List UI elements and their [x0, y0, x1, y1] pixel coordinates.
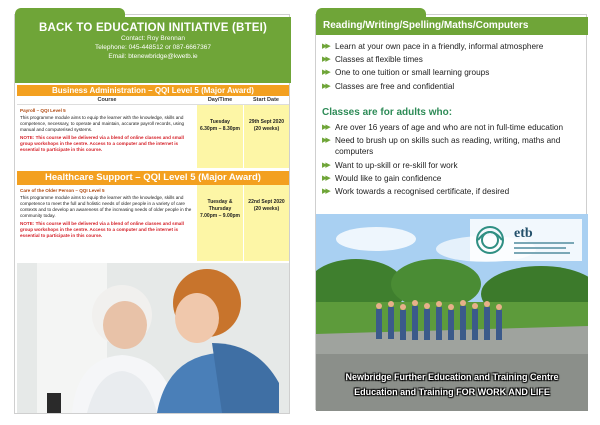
section-title: Business Administration – QQI Level 5 (Major Award): [17, 85, 289, 96]
course-title: Payroll – QQI Level 5: [20, 108, 66, 113]
course-note: NOTE: This course will be delivered via a blend of online classes and small group workshops in the centre. Access to a computer and the internet is essential to participate in this course.: [20, 221, 184, 238]
column-course: Course: [97, 97, 117, 103]
benefits-list: [322, 41, 584, 94]
double-arrow-icon: ▶▶: [322, 188, 329, 196]
course-daytime: [197, 105, 243, 168]
column-start: Start Date: [253, 97, 279, 103]
etb-swirl-icon: [470, 219, 582, 261]
double-arrow-icon: ▶▶: [322, 82, 329, 90]
start-date: 22nd Sept 2020: [248, 199, 285, 205]
list-item: ▶▶ Would like to gain confidence: [322, 173, 442, 183]
course-description: This programme module aims to equip the learner with the knowledge, skills and competence to meet the full and holistic needs of older people in a variety of care contexts and to develop an awareness of the increasing needs of older people in the community today.: [20, 195, 192, 218]
start-date: 29th Sept 2020: [248, 119, 285, 125]
list-item: ▶▶ Classes at flexible times: [322, 55, 423, 65]
course-details: [17, 185, 197, 261]
section-title: Healthcare Support – QQI Level 5 (Major Award): [17, 171, 289, 185]
centre-name: Newbridge Further Education and Training Centre: [345, 372, 559, 382]
etb-wordmark: etb: [514, 226, 533, 241]
business-admin-section: [17, 85, 289, 168]
course-row: [17, 185, 289, 261]
list-item: ▶▶ Are over 16 years of age and who are not in full-time education: [322, 123, 564, 132]
double-arrow-icon: ▶▶: [322, 174, 329, 182]
column-daytime: Day/Time: [207, 97, 233, 103]
list-item: ▶▶ Work towards a recognised certificate, if desired: [322, 187, 510, 197]
course-daytime: [197, 185, 243, 261]
course-description: This programme module aims to equip the learner with the knowledge, skills and competence, necessary, to operate and maintain, accurate payroll records, using manual and computerised systems.: [20, 115, 185, 132]
email-line: Email: btenewbridge@kwetb.ie: [108, 53, 198, 60]
list-item: ▶▶ Need to brush up on skills such as reading, writing, maths and computers: [322, 136, 561, 157]
page-tab: [316, 8, 426, 17]
list-item: ▶▶ One to one tuition or small learning groups: [322, 68, 490, 78]
double-arrow-icon: ▶▶: [322, 161, 329, 169]
course-details: [17, 105, 197, 168]
btei-header: [15, 17, 291, 83]
course-time: 7.00pm – 9.00pm: [199, 213, 241, 219]
subjects-header: Reading/Writing/Spelling/Maths/Computers: [316, 17, 588, 35]
double-arrow-icon: ▶▶: [322, 43, 329, 50]
healthcare-section: [17, 171, 289, 261]
adults-list: [322, 122, 584, 199]
list-item: ▶▶ Classes are free and confidential: [322, 81, 455, 91]
course-duration: (20 weeks): [253, 126, 280, 132]
etb-logo: [470, 219, 582, 261]
course-row: [17, 105, 289, 168]
contact-line: Contact: Roy Brennan: [121, 35, 185, 42]
double-arrow-icon: ▶▶: [322, 137, 329, 145]
left-page: [14, 14, 290, 414]
column-headers: [17, 96, 289, 105]
list-item: ▶▶ Want to up-skill or re-skill for work: [322, 160, 458, 170]
course-start: [243, 185, 289, 261]
course-note: NOTE: This course will be delivered via a blend of online classes and small group workshops in the centre. Access to a computer and the internet is essential to participate in this course.: [20, 135, 184, 152]
right-page: [315, 14, 587, 410]
course-duration: (20 weeks): [253, 206, 280, 212]
course-time: 6.30pm – 8.30pm: [199, 126, 241, 132]
carer-illustration: [17, 263, 289, 413]
double-arrow-icon: ▶▶: [322, 69, 329, 77]
centre-tagline: Education and Training FOR WORK AND LIFE: [354, 387, 550, 397]
course-start: [243, 105, 289, 168]
group-photo: [316, 214, 588, 411]
double-arrow-icon: ▶▶: [322, 56, 329, 64]
carer-photo: [17, 263, 289, 413]
list-item: ▶▶ Learn at your own pace in a friendly, informal atmosphere: [322, 42, 544, 51]
course-day: Tuesday: [210, 119, 230, 125]
page-tab: [15, 8, 125, 17]
telephone-line: Telephone: 045-448512 or 087-6667367: [94, 44, 212, 51]
course-title: Care of the Older Person – QQI Level 5: [20, 188, 105, 193]
double-arrow-icon: ▶▶: [322, 124, 329, 131]
btei-title: BACK TO EDUCATION INITIATIVE (BTEI): [38, 22, 268, 34]
adults-heading: Classes are for adults who:: [322, 107, 453, 118]
course-day: Tuesday & Thursday: [207, 199, 233, 212]
